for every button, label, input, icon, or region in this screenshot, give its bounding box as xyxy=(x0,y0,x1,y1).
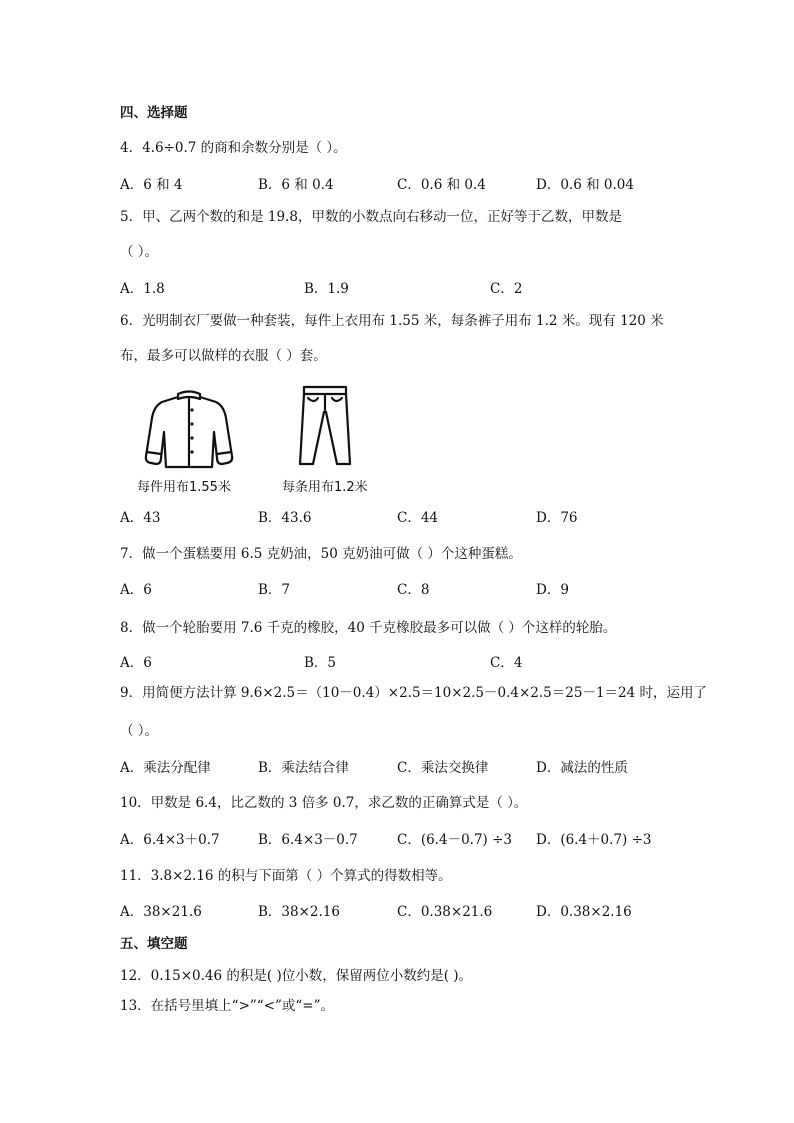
question-6-line1: 6．光明制衣厂要做一种套装，每件上衣用布 1.55 米，每条裤子用布 1.2 米。现有 120 米 xyxy=(120,313,664,329)
q10-option-c: C．(6.4－0.7) ÷3 xyxy=(397,832,512,848)
question-10: 10．甲数是 6.4，比乙数的 3 倍多 0.7，求乙数的正确算式是（ ）。 xyxy=(120,795,528,811)
q11-option-b: B．38×2.16 xyxy=(258,904,340,920)
question-5-line2: （ ）。 xyxy=(120,244,159,260)
question-8: 8．做一个轮胎要用 7.6 千克的橡胶，40 千克橡胶最多可以做（ ）个这样的轮胎。 xyxy=(120,620,617,636)
q4-option-a: A．6 和 4 xyxy=(120,177,183,193)
q10-option-b: B．6.4×3－0.7 xyxy=(258,832,358,848)
q11-option-a: A．38×21.6 xyxy=(120,904,202,920)
question-6-line2: 布，最多可以做样的衣服（ ）套。 xyxy=(120,348,327,364)
question-12: 12．0.15×0.46 的积是( )位小数，保留两位小数约是( )。 xyxy=(120,968,473,984)
q10-option-a: A．6.4×3＋0.7 xyxy=(120,832,220,848)
q7-option-c: C．8 xyxy=(397,582,430,598)
question-9-line1: 9．用简便方法计算 9.6×2.5＝（10－0.4）×2.5＝10×2.5－0.4×2.5＝25－1＝24 时，运用了 xyxy=(120,685,708,701)
q4-option-b: B．6 和 0.4 xyxy=(258,177,334,193)
q5-option-a: A．1.8 xyxy=(120,281,165,297)
section-title-choice: 四、选择题 xyxy=(120,105,188,121)
pants-caption: 每条用布1.2米 xyxy=(282,480,368,495)
shirt-icon xyxy=(142,388,237,470)
q6-option-a: A．43 xyxy=(120,510,161,526)
question-13: 13．在括号里填上“>”“<”或“=”。 xyxy=(120,998,335,1014)
q5-option-b: B．1.9 xyxy=(304,281,349,297)
q11-option-d: D．0.38×2.16 xyxy=(536,904,632,920)
q9-option-c: C．乘法交换律 xyxy=(397,760,489,776)
q4-option-d: D．0.6 和 0.04 xyxy=(536,177,634,193)
question-7: 7．做一个蛋糕要用 6.5 克奶油，50 克奶油可做（ ）个这种蛋糕。 xyxy=(120,546,522,562)
q6-option-b: B．43.6 xyxy=(258,510,312,526)
q5-option-c: C．2 xyxy=(490,281,523,297)
q11-option-c: C．0.38×21.6 xyxy=(397,904,493,920)
q6-option-d: D．76 xyxy=(536,510,578,526)
question-11: 11．3.8×2.16 的积与下面第（ ）个算式的得数相等。 xyxy=(120,868,452,884)
q9-option-b: B．乘法结合律 xyxy=(258,760,349,776)
q7-option-b: B．7 xyxy=(258,582,291,598)
q4-option-c: C．0.6 和 0.4 xyxy=(397,177,486,193)
question-4: 4．4.6÷0.7 的商和余数分别是（ ）。 xyxy=(120,140,347,156)
pants-icon xyxy=(292,384,358,470)
q6-option-c: C．44 xyxy=(397,510,439,526)
q8-option-b: B．5 xyxy=(304,655,337,671)
q9-option-a: A．乘法分配律 xyxy=(120,760,211,776)
q7-option-d: D．9 xyxy=(536,582,569,598)
q9-option-d: D．减法的性质 xyxy=(536,760,628,776)
question-9-line2: （ ）。 xyxy=(120,723,159,739)
shirt-caption: 每件用布1.55米 xyxy=(137,480,231,495)
q10-option-d: D．(6.4＋0.7) ÷3 xyxy=(536,832,652,848)
question-5-line1: 5．甲、乙两个数的和是 19.8，甲数的小数点向右移动一位，正好等于乙数，甲数是 xyxy=(120,209,622,225)
q8-option-a: A．6 xyxy=(120,655,152,671)
q7-option-a: A．6 xyxy=(120,582,152,598)
section-title-fill-in: 五、填空题 xyxy=(120,936,188,952)
q8-option-c: C．4 xyxy=(490,655,523,671)
